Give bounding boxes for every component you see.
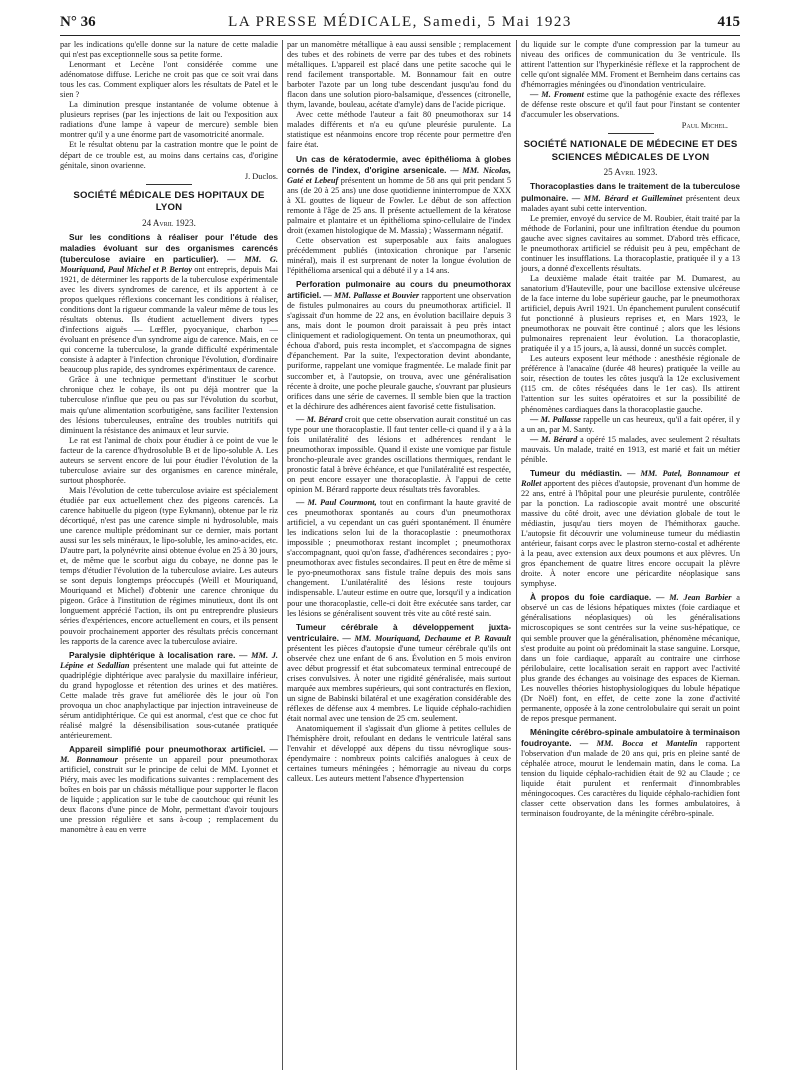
discussion-text: rappelle un cas heureux, qu'il a fait opérer, il y a un an, par M. Santy. [521,414,740,434]
article [521,727,740,819]
article [287,279,511,412]
article-text: présente un appareil pour pneumothorax artificiel, construit sur le principe de celui de MM. Lyonnet et Piéry, mais avec les modifications suivantes : remplacement des boîtes en bois par un châssis métallique pour supporter le flacon de liquide ; application sur le tube de caoutchouc qui réunit les deux flacons d'une pince de Mohr, permettant d'avoir toujours une pression régulière et sans à-coup ; remplacement du manomètre à eau en verre [60,755,278,835]
article [287,154,511,236]
article-text: présentent un homme de 58 ans qui prit pendant 5 ans (de 20 à 25 ans) une dose quotidienne ininterrompue de XXX à XL gouttes de liqueur de Fowler. Le début de son affection remonte à l'âge de 25 ans. Il présente actuellement de la kératose palmaire et plantaire et un épithélioma spino-cellulaire de l'index droit (examen histologique de M. Massia) ; Wassermann négatif. [287,175,511,235]
discussion [521,90,740,120]
paragraph: La diminution presque instantanée de volume obtenue à plusieurs reprises (par les injections de lait ou l'exposition aux radiations d'une lampe à vapeur de mercure) semble bien montrer qu'il y a une énorme part de vasomotricité anormale. [60,100,278,140]
article-text: rapportent l'observation d'un malade de 20 ans qui, pris en pleine santé de céphalée atroce, mourut le lendemain matin, dans le coma. La tension du liquide céphalo-rachidien était de 92 au Claude ; ce liquide était purulent et renfermait d'innombrables méningocoques. Ces caractères du liquide céphalo-rachidien font classer cette observation dans les formes ambulatoires, à terminaison foudroyante, de la méningite cérébro-spinale. [521,739,740,819]
article-text: rapportent une observation de fistules pulmonaires au cours du pneumothorax artificiel. Il s'agissait d'un homme de 22 ans, en évolution bacillaire depuis 3 ans, mais dont le poumon droit paraissait à peu près intact cliniquement et radiologiquement. On tenta un pneumothorax, qui échoua d'abord, puis resta incomplet, et s'accompagna de signes d'épanchement. Par la suite, l'expectoration devint abondante, puriforme, rappelant une vomique fragmentée. Le malade finit par succomber et, à l'autopsie, on trouva, avec une généralisation récente à droite, une poche pleurale gauche, s'ouvrant par plusieurs orifices dans une série de cavernes. Il semble bien que la traction et la déchirure des adhérences aient favorisé cette fistulisation. [287,291,511,411]
page-header [60,10,740,36]
article [521,181,740,213]
article-title: Paralysie diphtérique à localisation rare. [69,649,236,660]
discussant: — M. Pallasse [530,414,581,424]
article-title: Méningite cérébro-spinale ambulatoire à terminaison foudroyante. [521,726,740,748]
article-authors: — MM. Nicolas, Gaté et Lebeuf [287,165,511,185]
paragraph: Cette observation est superposable aux faits analogues précédemment publiés (intoxication chronique par l'arsenic minéral), mais il est surprenant de noter la longue évolution de l'épithélioma arsenical qui a débuté il y a 14 ans. [287,235,511,276]
paragraph: par les indications qu'elle donne sur la nature de cette maladie qui n'est pas exceptionnelle sous sa petite forme. [60,40,278,60]
page-number: 415 [717,14,740,30]
article-title: Perforation pulmonaire au cours du pneumothorax artificiel. [287,279,511,301]
article-authors: — M. Jean Barbier [656,593,732,603]
article-title: Tumeur cérébrale à développement juxta-ventriculaire. [287,621,511,643]
discussant: — M. Bérard [296,414,343,424]
article-authors: — MM. Bocca et Mantelin [579,739,698,748]
journal-title: LA PRESSE MÉDICALE, Samedi, 5 Mai 1923 [228,14,572,30]
column-1 [60,40,278,1070]
article-text: a observé un cas de lésions hépatiques mixtes (foie cardiaque et généralisations néoplasiques) où les généralisations microscopiques se sont centrées sur la veine sus-hépatique, ce qui semble prouver que la généralisation, phénomène mécanique, s'est produite au point où prédominait la stase sanguine. Lorsque, dans un foie cardiaque, apparaît au contraire une cirrhose périlobulaire, cette localisation serait en rapport avec l'activité plus grande des échanges au voisinage des espaces de Kiernan. Les nouvelles théories histophysiologiques du lobule hépatique (Dr Noël) font, en effet, de cette zone la zone d'activité permanente, opposée à la zone centrolobulaire qui serait un point de repos presque permanent. [521,593,740,723]
paragraph: Anatomiquement il s'agissait d'un gliome à petites cellules de l'hémisphère droit, refoulant en dedans le ventricule latéral sans l'envahir et développé aux dépens du tissu névroglique sous-épendymaire : nombreux points calcifiés analogues à ceux de certaines tumeurs méningées ; hémorragie au niveau du corps calleux. Les auteurs mettent l'absence d'hypertension [287,724,511,784]
article-title: À propos du foie cardiaque. [530,592,652,603]
article-authors: — M. Bonnamour [60,745,278,765]
paragraph: La deuxième malade était traitée par M. Dumarest, au sanatorium d'Hauteville, pour une bacillose extensive ulcéreuse de la face interne du lobe supérieur gauche, par le pneumothorax artificiel, depuis Avril 1921. Un épanchement purulent consécutif fut ponctionné à plusieurs reprises et, en Mars 1923, le pneumothorax ne pouvait être continué ; alors que les lésions pulmonaires reprenaient leur évolution. La thoracoplastie, pratiquée il y a 15 jours, a, là aussi, donné un succès complet. [521,273,740,354]
discussion-text: a opéré 15 malades, avec seulement 2 résultats mauvais. Un malade, traité en 1913, est marié et fait un métier pénible. [521,434,740,464]
discussion-text: tout en confirmant la haute gravité de ces pneumothorax spontanés au cours d'un pneumothorax artificiel, a vu cependant un cas guéri spontanément. Il énumère les indications selon lui de la thoracoplastie : pneumothorax impossible ; pneumothorax restant incomplet ; pneumothorax s'accompagnant, quoi qu'on fasse, d'adhérences secondaires ; pyo-pneumothorax avec fistules secondaires. Il peut en être de même si le pyo-pneumothorax sans fistule traîne depuis des mois sans changement. L'unilatéralité des lésions reste toujours indispensable. L'auteur estime en outre que, lorsqu'il y a indication pour une thoracoplastie, celle-ci doit être exécutée sans tarder, car les lésions se généralisent souvent très vite au côté resté sain. [287,498,511,618]
discussant: — M. Froment [530,90,584,100]
article-text: apportent des pièces d'autopsie, provenant d'un homme de 22 ans, entré à l'hôpital pour une pleurésie purulente, contrôlée par la ponction. La radioscopie avait montré une obscurité massive du côté droit, avec une déviation globale de tout le médiastin, jusqu'au tiers moyen de l'hémithorax gauche. L'autopsie fit découvrir une volumineuse tumeur du médiastin antérieur, faisant corps avec le plastron sterno-costal et adhérente à la peau, avec extension aux deux poumons et aux plèvres. Un gros épanchement de quatre litres encore occupait la plèvre droite. À noter encore une péricardite néoplasique sans symphyse. [521,478,740,589]
article [60,650,278,741]
discussion-text: croit que cette observation aurait constitué un cas type pour une thoracoplastie. Il faut tenter celle-ci quand il y a à la fois unilatéralité des lésions et adhérences rendant le pneumothorax impossible. Quand il existe une vomique par fistule broncho-pleurale avec grandes oscillations thermiques, rendant le pronostic fatal à brève échéance, et que l'unilatéralité est respectée, on peut encore essayer une thoracoplastie. À l'appui de cette opinion M. Bérard rapporte deux résultats très favorables. [287,414,511,495]
discussant: — M. Bérard [530,434,578,444]
section-title: SOCIÉTÉ NATIONALE DE MÉDECINE ET DES SCIENCES MÉDICALES DE LYON [523,139,738,163]
discussion [521,435,740,465]
section-date: 25 Avril 1923. [603,167,658,178]
paragraph: Et le résultat obtenu par la castration montre que le point de départ de ce trouble est, au moins dans certains cas, d'origine génitale, sinon ovarienne. [60,140,278,170]
article-title: Sur les conditions à réaliser pour l'étude des maladies évoluant sur des organismes carencés (tuberculose aviaire en particulier). [60,231,278,264]
separator [146,184,192,185]
signature: Paul Michel. [681,121,728,131]
discussion [287,415,511,495]
article [521,592,740,724]
article-columns [60,40,740,1070]
article-authors: — MM. Bérard et Guilleminet [571,193,683,203]
paragraph: Les auteurs exposent leur méthode : anesthésie régionale de préférence à l'anacaïne (durée 48 heures) pratiquée la veille au soir, résection de toutes les côtes jusqu'à la 12e exclusivement (115 cm. de côtes réséquées dans le 1er cas). Ils attirent l'attention sur les suites opératoires et sur la possibilité de phénomènes cardiaques dans la thoracoplastie gauche. [521,354,740,414]
article [521,468,740,590]
article-text: présentent deux malades ayant subi cette intervention. [521,193,740,213]
article-title: Thoracoplasties dans le traitement de la tuberculose pulmonaire. [521,181,740,203]
paragraph: Mais l'évolution de cette tuberculose aviaire est spécialement étudiée par eux actuellement chez des pigeons carencés. La carence habituelle du pigeon (type Eykmann), obtenue par le riz décortiqué, n'est pas une carence simple ni hydrosoluble, mais une carence multiple prédominant sur ce dernier, mais portant aussi sur les sels minéraux, le lipo-soluble, les amino-acides, etc. D'autre part, la polynévrite ainsi obtenue évolue en 25 à 30 jours, et, de même que le scorbut aigu du cobaye, ne donne pas le temps d'étudier l'évolution de la tuberculose aviaire. Les auteurs se sont depuis longtemps préoccupés (Weill et Mouriquand, Mouriquand et Michel) d'obtenir une carence chronique du pigeon. Grâce à l'institution de régimes minutieux, dont ils ont longuement apprécié l'action, ils ont pu entreprendre plusieurs séries d'expériences, encore actuellement en cours, et ils pensent pouvoir prochainement apporter des résultats précis concernant les rapports de la carence avec la tuberculose aviaire. [60,485,278,646]
article-title: Un cas de kératodermie, avec épithélioma à globes cornés de l'index, d'origine arsenicale. [287,153,511,175]
signature: J. Duclos. [244,171,278,181]
paragraph: du liquide sur le compte d'une compression par la tumeur au niveau des orifices de communication du 3e ventricule. Ils attirent l'attention sur l'hyperkinésie réflexe et la rapprochent de celle qu'ont signalée MM. Froment et Bernheim dans certains cas d'hémorragies méningées ou d'inondation ventriculaire. [521,40,740,90]
paragraph: Lenormant et Lecène l'ont considérée comme une adénomatose diffuse. Leriche ne croit pas que ce soit vrai dans tous les cas. Comment expliquer alors les résultats de Patel et le sien ? [60,60,278,100]
paragraph: Le premier, envoyé du service de M. Roubier, était traité par la méthode de Forlanini, pour une infiltration étendue du poumon gauche avec signes cavitaires au sommet. D'abord très efficace, le pneumothorax artificiel se réduisit peu à peu, empêchant de continuer les insufflations. La thoracoplastie, pratiquée il y a 13 jours, a donné d'excellents résultats. [521,213,740,273]
article [60,232,278,376]
separator [608,133,654,134]
header-rule [60,35,740,36]
section-date: 24 Avril 1923. [142,217,196,228]
issue-number: N° 36 [60,14,96,30]
paragraph: par un manomètre métallique à eau aussi sensible ; remplacement des tubes et des robinets de verre par des tubes et des robinets métalliques. L'appareil est placé dans une petite sacoche qui le rend facilement transportable. M. Bonnamour fait en outre barboter l'azote par un long tube descendant jusqu'au fond du flacon dans une solution pioro-balsamique, d'essences (citronelle, thym, lavande, bouleau, acétate d'amyle) dans de l'acide picrique. [287,40,511,110]
article-title: Tumeur du médiastin. [530,467,623,478]
article-authors: — MM. Pallasse et Bouvier [323,291,420,301]
column-3 [521,40,740,1070]
article-authors: — MM. Mouriquand, Dechaume et P. Ravault [342,633,511,643]
paragraph: Grâce à une technique permettant d'instituer le scorbut chronique chez le cobaye, ils ont pu déjà montrer que la tuberculose n'influe que peu ou pas sur l'évolution du scorbut, mais qu'une alimentation scorbutigène, sans faciliter l'extension des lésions tuberculeuses, entraîne des troubles nutritifs qui diminuent la résistance des animaux et leur survie. [60,375,278,435]
discussion [521,415,740,435]
section-title: SOCIÉTÉ MÉDICALE DES HOPITAUX DE LYON [73,189,265,214]
article [60,744,278,835]
paragraph: Le rat est l'animal de choix pour étudier à ce point de vue le facteur de la carence d'hydrosoluble B et de lipo-soluble A. Les auteurs se servent encore de lui pour étudier l'évolution de la tuberculose aviaire sur des organismes en carence minérale, surtout phosphorée. [60,435,278,485]
article [287,622,511,724]
article-text: présentent une malade qui fut atteinte de quadriplégie diphtérique avec paralysie du maxillaire inférieur, du grand hypoglosse et rétention des urines et des matières. Cette malade très grave fut améliorée dès le jour où l'on provoqua un choc anaphylactique par injection intraveineuse de sérum antidiphtérique. Ce qui est anormal, c'est que ce choc fut réalisé malgré la désensibilisation sous-cutanée pratiquée antérieurement. [60,660,278,740]
discussion [287,498,511,619]
article-authors: — MM. G. Mouriquand, Paul Michel et P. Bertoy [60,254,278,274]
article-authors: — MM. Patel, Bonnamour et Rollet [521,468,740,488]
column-2 [287,40,511,1070]
article-title: Appareil simplifié pour pneumothorax artificiel. [69,744,266,755]
discussion-text: estime que la pathogénie exacte des réflexes de défense reste obscure et qu'il faut pour l'instant se contenter d'accumuler les observations. [521,90,740,120]
article-text: présentent les pièces d'autopsie d'une tumeur cérébrale qu'ils ont observée chez une enfant de 6 ans. Évolution en 5 mois environ avec début progressif et état subcomateux terminal entrecoupé de crises convulsives. À noter une rigidité généralisée, mais surtout marquée aux membres supérieurs, qui sont contracturés en flexion, un signe de Babinski bilatéral et une exagération considérable des réflexes de défense aux 4 membres. Le liquide céphalo-rachidien était normal avec une tension de 25 cm. seulement. [287,643,511,724]
article-authors: — MM. J. Lépine et Sedallian [60,650,278,670]
discussant: — M. Paul Courmont, [296,498,377,508]
paragraph: Avec cette méthode l'auteur a fait 80 pneumothorax sur 14 malades différents et n'a eu qu'une pleurésie purulente. La statistique est néanmoins encore trop récente pour permettre d'en faire état. [287,110,511,150]
article-text: ont entrepris, depuis Mai 1921, de déterminer les rapports de la tuberculose expérimentale avec les divers syndromes de carence, et ils apportent à ce propos quelques réflexions concernant les conditions à réaliser, conditions dont la rigueur commande la valeur même de tous les résultats obtenus. Ils étudient actuellement divers types d'infections aiguës — Lœffler, pyocyanique, charbon — évoluant en présence d'un syndrome aigu de carence. Mais, en ce qui concerne la tuberculose, la grande difficulté expérimentale consiste à adapter à l'infection chronique l'évolution, d'ordinaire beaucoup plus rapide, des syndromes expérimentaux de carence. [60,264,278,375]
